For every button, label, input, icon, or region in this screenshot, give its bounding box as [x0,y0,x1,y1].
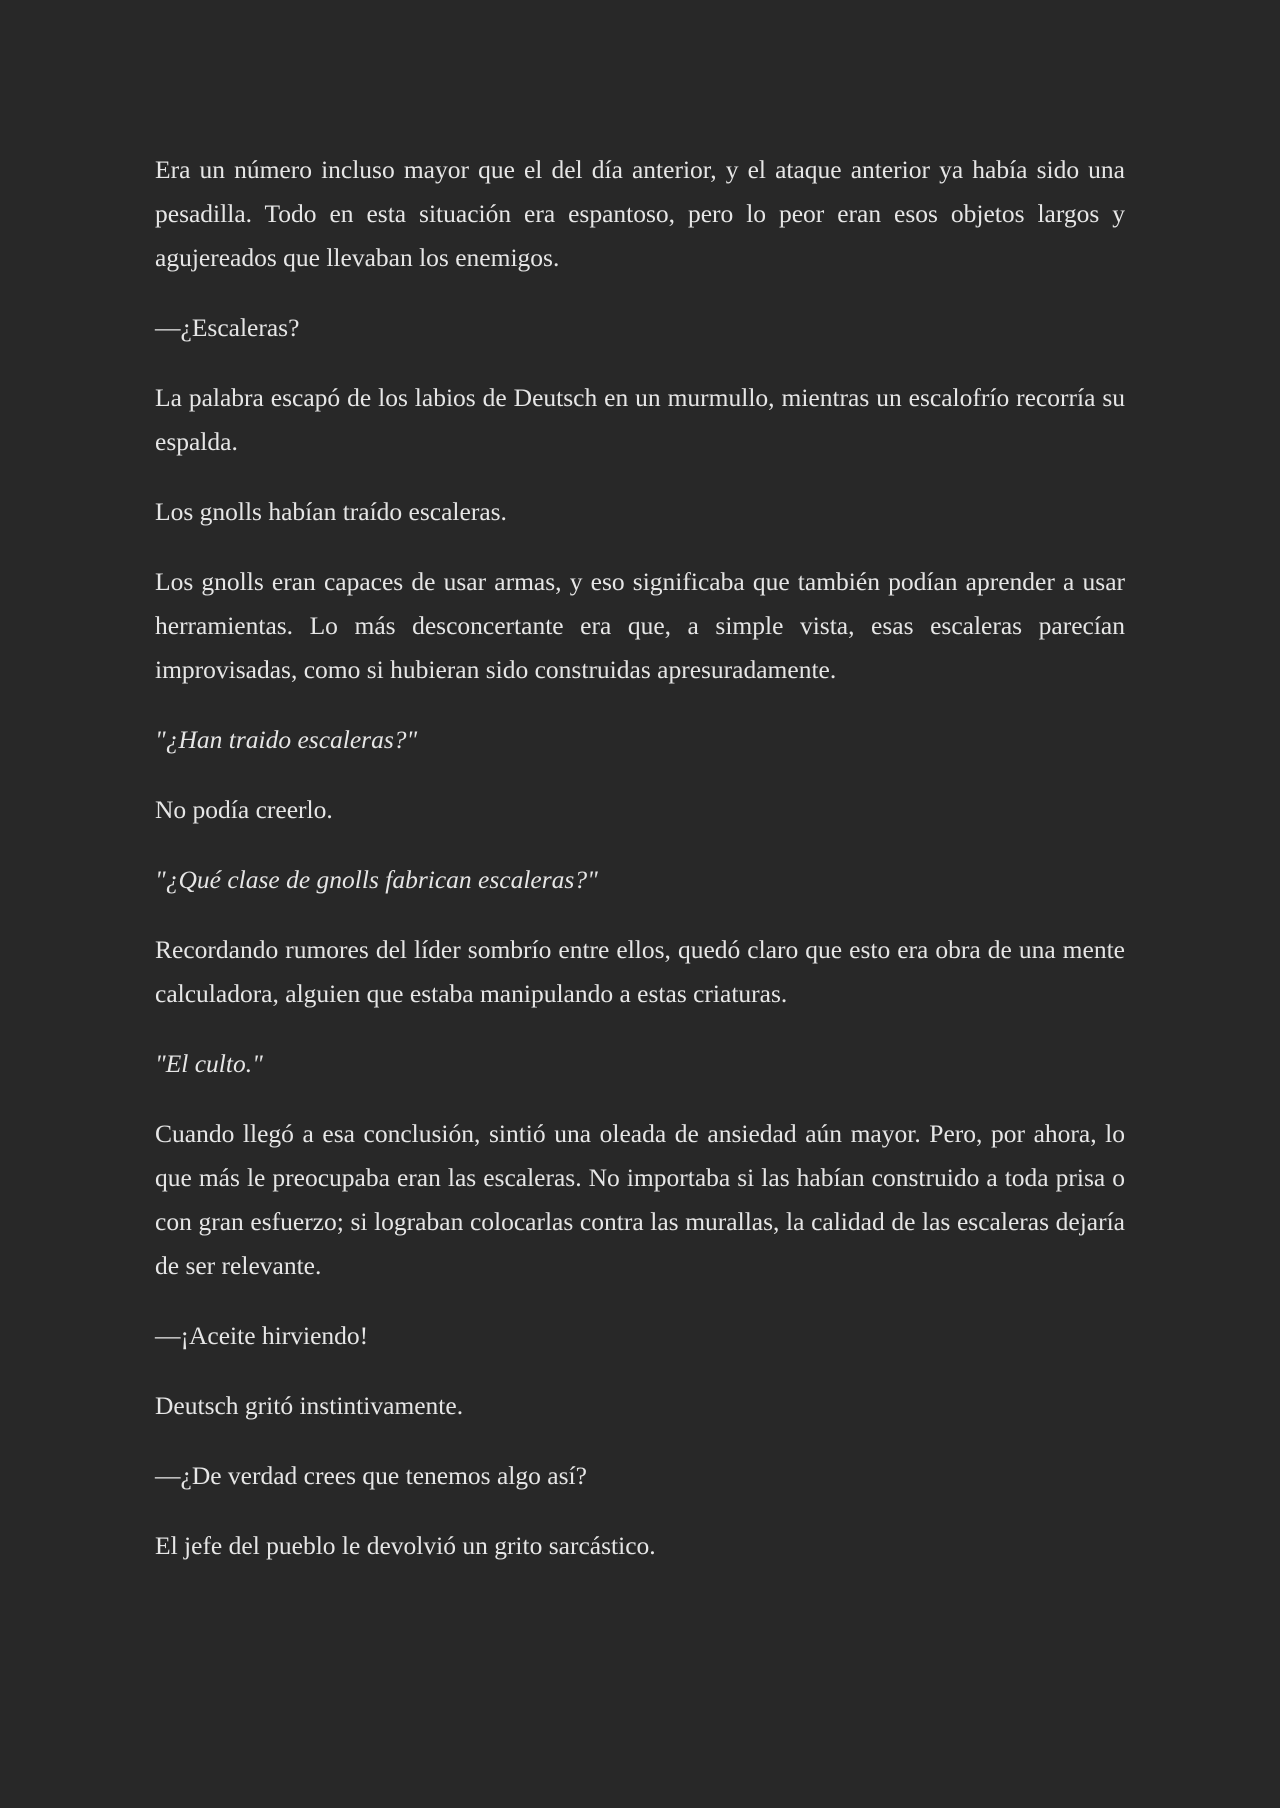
paragraph: Los gnolls habían traído escaleras. [155,497,507,526]
paragraph: La palabra escapó de los labios de Deutsch en un murmullo, mientras un escalofrío recorría su espalda. [155,383,1125,456]
dialogue-line: —¿De verdad crees que tenemos algo así? [155,1461,587,1490]
paragraph: Cuando llegó a esa conclusión, sintió una oleada de ansiedad aún mayor. Pero, por ahora, lo que más le preocupaba eran las escaleras. No importaba si las habían construido a toda prisa o con gran esfuerzo; si lograban colocarlas contra las murallas, la calidad de las escaleras dejaría de ser relevante. [155,1119,1125,1280]
paragraph: No podía creerlo. [155,795,333,824]
thought-line: "El culto." [155,1049,263,1078]
thought-line: "¿Han traido escaleras?" [155,725,418,754]
reader-content [155,148,1125,1594]
thought-line: "¿Qué clase de gnolls fabrican escaleras?" [155,865,598,894]
paragraph: El jefe del pueblo le devolvió un grito sarcástico. [155,1531,656,1560]
dialogue-line: —¡Aceite hirviendo! [155,1321,369,1350]
paragraph: Recordando rumores del líder sombrío entre ellos, quedó claro que esto era obra de una mente calculadora, alguien que estaba manipulando a estas criaturas. [155,935,1125,1008]
paragraph: Los gnolls eran capaces de usar armas, y eso significaba que también podían aprender a usar herramientas. Lo más desconcertante era que, a simple vista, esas escaleras parecían improvisadas, como si hubieran sido construidas apresuradamente. [155,567,1125,684]
paragraph: Era un número incluso mayor que el del día anterior, y el ataque anterior ya había sido una pesadilla. Todo en esta situación era espantoso, pero lo peor eran esos objetos largos y agujereados que llevaban los enemigos. [155,155,1125,272]
paragraph: Deutsch gritó instintivamente. [155,1391,464,1420]
dialogue-line: —¿Escaleras? [155,313,300,342]
